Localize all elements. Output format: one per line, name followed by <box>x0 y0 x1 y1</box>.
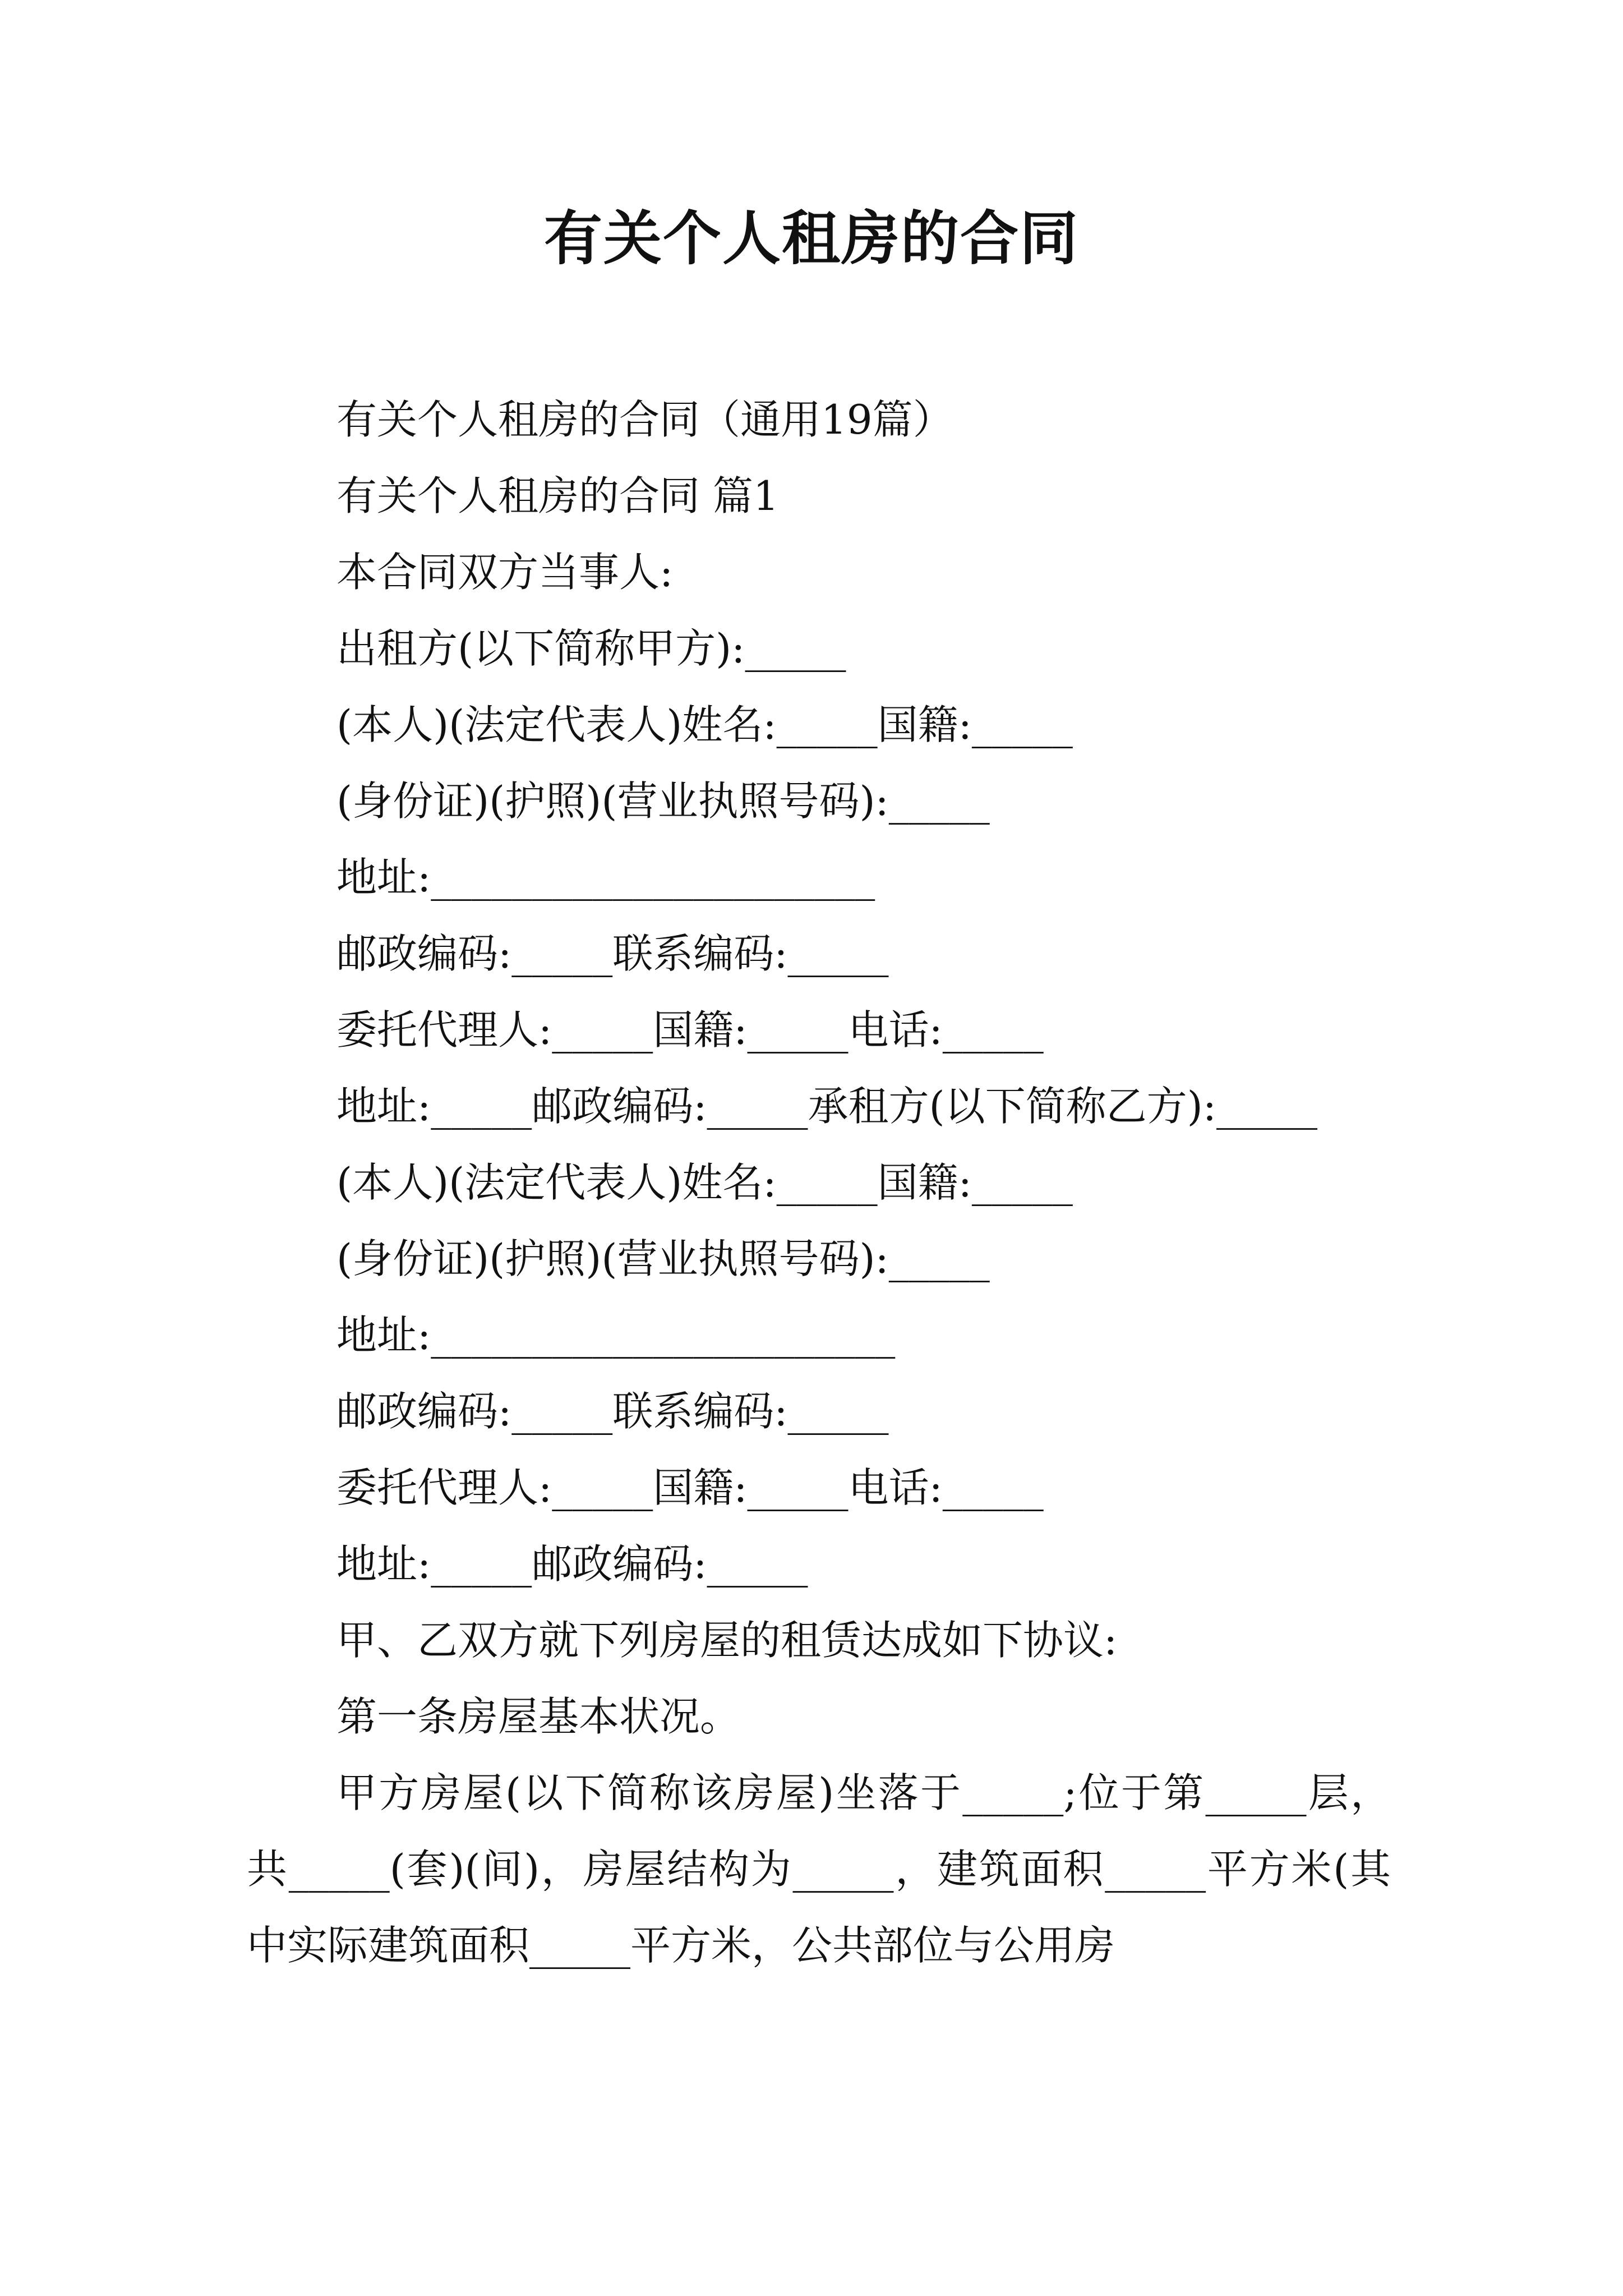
paragraph-lessor-id: (身份证)(护照)(营业执照号码):_____ <box>336 777 990 825</box>
paragraph-lessor-address: 地址:______________________ <box>336 854 875 901</box>
paragraph-lessee-address: 地址:_______________________ <box>336 1312 896 1359</box>
paragraph-lessee: 地址:_____邮政编码:_____承租方(以下简称乙方):_____ <box>336 1083 1317 1130</box>
paragraph-article-1: 第一条房屋基本状况。 <box>336 1693 741 1740</box>
paragraph-lessee-postcode: 邮政编码:_____联系编码:_____ <box>336 1388 889 1435</box>
paragraph-lessor: 出租方(以下简称甲方):_____ <box>336 625 846 672</box>
paragraph-lessee-agent: 委托代理人:_____国籍:_____电话:_____ <box>336 1464 1044 1511</box>
paragraph-property-details: 甲方房屋(以下简称该房屋)坐落于_____;位于第_____层，共_____(套)(间)，房屋结构为_____，建筑面积_____平方米(其中实际建筑面积_____平方米，公共部位与公用房 <box>247 1769 1391 1969</box>
paragraph-agreement: 甲、乙双方就下列房屋的租赁达成如下协议: <box>336 1617 1118 1664</box>
paragraph-lessor-name: (本人)(法定代表人)姓名:_____国籍:_____ <box>336 701 1073 748</box>
document-title: 有关个人租房的合同 <box>543 204 1079 273</box>
paragraph-agent-address: 地址:_____邮政编码:_____ <box>336 1540 808 1588</box>
document-body <box>247 381 1391 1984</box>
paragraph-section-heading: 有关个人租房的合同 篇1 <box>336 472 779 519</box>
paragraph-lessor-postcode: 邮政编码:_____联系编码:_____ <box>336 930 889 977</box>
paragraph-subtitle: 有关个人租房的合同（通用19篇） <box>336 396 953 443</box>
paragraph-parties: 本合同双方当事人: <box>336 549 674 596</box>
paragraph-lessor-agent: 委托代理人:_____国籍:_____电话:_____ <box>336 1006 1044 1053</box>
paragraph-lessee-id: (身份证)(护照)(营业执照号码):_____ <box>336 1235 990 1282</box>
paragraph-lessee-name: (本人)(法定代表人)姓名:_____国籍:_____ <box>336 1159 1073 1206</box>
